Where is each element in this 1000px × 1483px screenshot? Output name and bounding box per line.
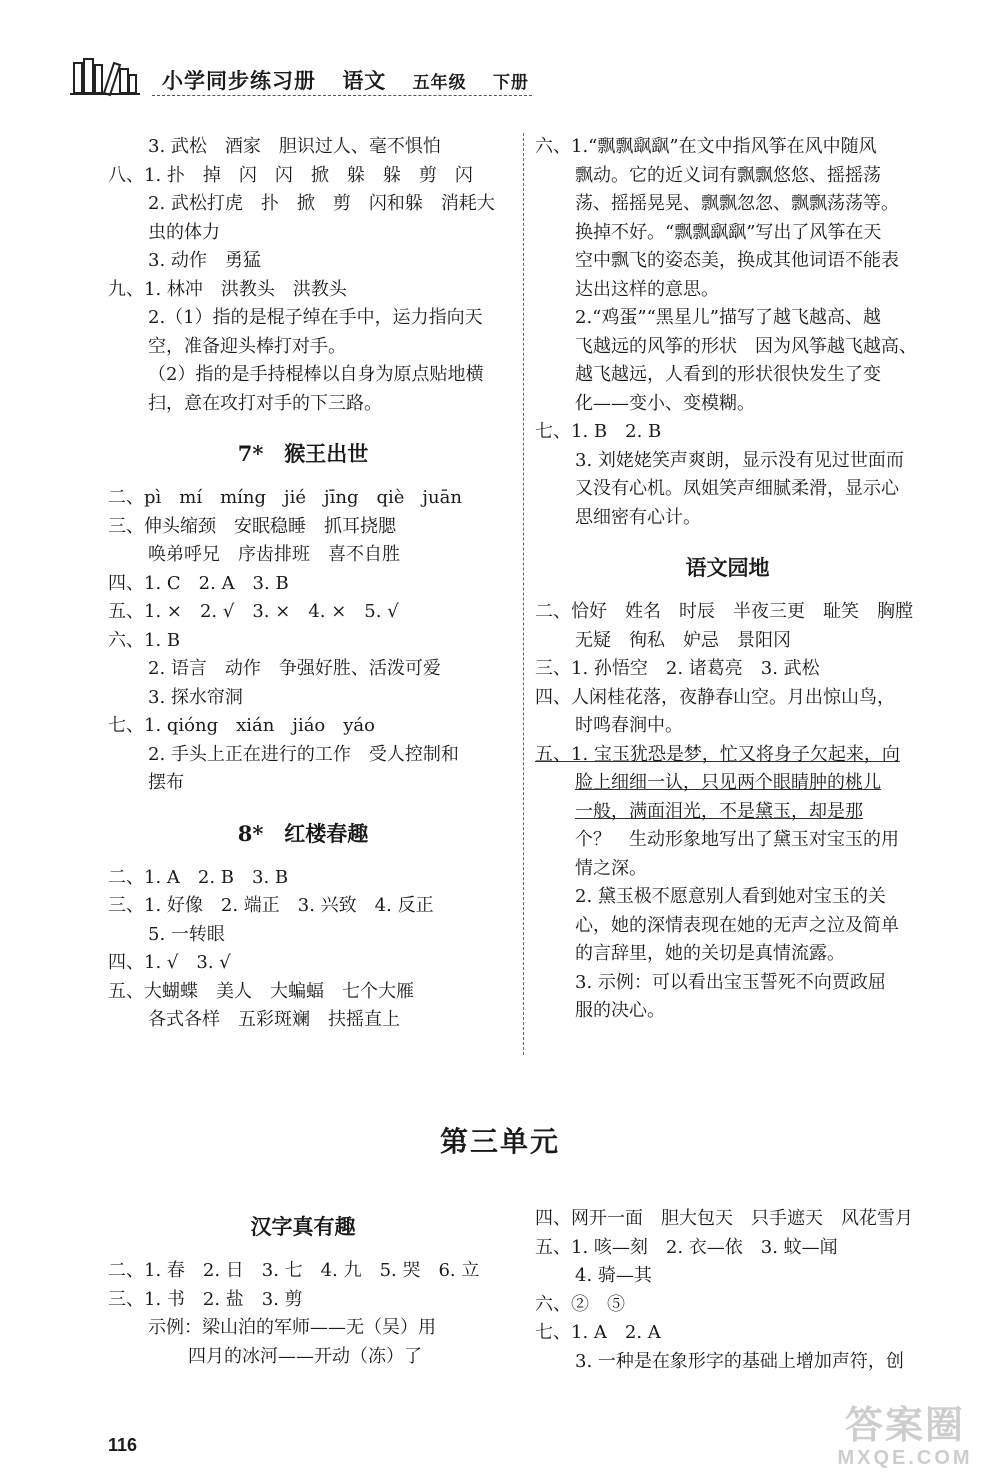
grade-label: 五年级 <box>412 73 467 93</box>
answer-line: 2. 黛玉极不愿意别人看到她对宝玉的关 <box>575 886 886 907</box>
answer-line: 三、1. 孙悟空 2. 诸葛亮 3. 武松 <box>535 658 820 679</box>
answer-line: 3. 刘姥姥笑声爽朗，显示没有见过世面而 <box>575 449 904 471</box>
answer-line: 2. 语言 动作 争强好胜、活泼可爱 <box>148 658 441 679</box>
bottom-right-column <box>535 1205 920 1376</box>
answer-line: 六、1. B <box>108 629 181 651</box>
answer-line: 5. 一转眼 <box>148 923 225 945</box>
answer-line: 四月的冰河——开动（冻）了 <box>188 1345 422 1367</box>
left-column <box>108 133 498 1035</box>
answer-line: 换掉不好。“飘飘飖飖”写出了风筝在天 <box>575 221 882 243</box>
answer-line: 示例：梁山泊的军师——无（吴）用 <box>148 1317 436 1338</box>
answer-line: 心，她的深情表现在她的无声之泣及简单 <box>575 914 899 936</box>
answer-line: 飞越远的风筝的形状 因为风筝越飞越高、 <box>575 335 917 357</box>
answer-line: 3. 武松 酒家 胆识过人、毫不惧怕 <box>148 136 441 157</box>
answer-line: 时鸣春涧中。 <box>575 715 683 736</box>
answer-line: 四、人闲桂花落，夜静春山空。月出惊山鸟， <box>535 686 895 708</box>
answer-line: 唤弟呼兄 序齿排班 喜不自胜 <box>148 544 400 565</box>
book-title <box>162 65 547 95</box>
answer-line: 二、恰好 姓名 时辰 半夜三更 耻笑 胸膛 <box>535 601 913 622</box>
watermark <box>820 1405 990 1475</box>
answer-line: 二、1. 春 2. 日 3. 七 4. 九 5. 哭 6. 立 <box>108 1260 480 1281</box>
answer-line: 2. 武松打虎 扑 掀 剪 闪和躲 消耗大 <box>148 193 495 214</box>
answer-line: 四、1. C 2. A 3. B <box>108 572 289 594</box>
answer-line: 空，准备迎头棒打对手。 <box>148 335 346 357</box>
right-column <box>535 133 920 1026</box>
page-header <box>70 55 930 105</box>
answer-line: 服的决心。 <box>575 1000 665 1021</box>
answer-line: 五、大蝴蝶 美人 大蝙蝠 七个大雁 <box>108 980 414 1002</box>
answer-line: 四、网开一面 胆大包天 只手遮天 风花雪月 <box>535 1208 913 1229</box>
answer-line-underlined: 一般，满面泪光，不是黛玉，却是那 <box>575 800 863 822</box>
answer-line: 八、1. 扑 掉 闪 闪 掀 躲 躲 剪 闪 <box>108 164 473 186</box>
answer-line: 3. 动作 勇猛 <box>148 250 261 271</box>
answer-line: 摆布 <box>148 772 184 793</box>
volume-label: 下册 <box>492 73 529 93</box>
series-name: 小学同步练习册 <box>162 68 316 93</box>
answer-line: 2.（1）指的是棍子绰在手中，运力指向天 <box>148 307 483 328</box>
answer-line: 二、1. A 2. B 3. B <box>108 866 289 888</box>
answer-line: 又没有心机。凤姐笑声细腻柔滑，显示心 <box>575 478 899 499</box>
answer-line: 各式各样 五彩斑斓 扶摇直上 <box>148 1009 400 1030</box>
answer-line: 3. 一种是在象形字的基础上增加声符，创 <box>575 1350 904 1372</box>
answer-line: 无疑 徇私 妒忌 景阳冈 <box>575 629 791 651</box>
subject-name: 语文 <box>342 68 387 93</box>
answer-line: 七、1. qióng xián jiáo yáo <box>108 715 376 736</box>
section-title-7: 7* 猴王出世 <box>237 441 369 466</box>
answer-line: 3. 探水帘洞 <box>148 686 243 708</box>
answer-line: 三、1. 好像 2. 端正 3. 兴致 4. 反正 <box>108 895 434 916</box>
answer-line-underlined: 五、1. 宝玉犹恐是梦，忙又将身子欠起来，向 <box>535 743 900 765</box>
answer-line: 2.“鸡蛋”“黑星儿”描写了越飞越高、越 <box>575 307 881 328</box>
section-title-yuwen-yuandi: 语文园地 <box>685 555 770 580</box>
answer-line: 化——变小、变模糊。 <box>575 392 755 414</box>
answer-line: 思细密有心计。 <box>575 506 701 528</box>
answer-line: 越飞越远，人看到的形状很快发生了变 <box>575 364 881 385</box>
answer-line: 4. 骑—其 <box>575 1265 652 1286</box>
answer-line: （2）指的是手持棍棒以自身为原点贴地横 <box>148 364 484 385</box>
answer-line-underlined: 脸上细细一认，只见两个眼睛肿的桃儿 <box>575 772 881 793</box>
answer-line: 空中飘飞的姿态美，换成其他词语不能表 <box>575 250 899 271</box>
answer-line: 三、1. 书 2. 盐 3. 剪 <box>108 1288 303 1310</box>
watermark-en: MXQE.COM <box>837 1447 973 1469</box>
answer-line: 六、1.“飘飘飖飖”在文中指风筝在风中随风 <box>535 136 877 157</box>
answer-line: 的言辞里，她的关切是真情流露。 <box>575 943 845 964</box>
answer-line: 七、1. B 2. B <box>535 421 662 442</box>
answer-line: 四、1. √ 3. √ <box>108 952 231 973</box>
watermark-cn: 答案圈 <box>844 1405 965 1447</box>
answer-line: 3. 示例：可以看出宝玉誓死不向贾政屈 <box>575 971 886 993</box>
answer-line: 达出这样的意思。 <box>575 278 719 300</box>
header-rule <box>152 95 532 96</box>
page-number: 116 <box>108 1435 138 1455</box>
answer-line: 个？ 生动形象地写出了黛玉对宝玉的用 <box>575 829 899 850</box>
answer-line: 荡、摇摇晃晃、飘飘忽忽、飘飘荡荡等。 <box>575 193 899 214</box>
answer-line: 情之深。 <box>575 857 647 879</box>
answer-line: 三、伸头缩颈 安眠稳睡 抓耳挠腮 <box>108 515 396 537</box>
answer-line: 扫，意在攻打对手的下三路。 <box>148 392 382 414</box>
answer-line: 六、② ⑤ <box>535 1293 625 1315</box>
unit-title: 第三单元 <box>439 1125 560 1158</box>
answer-line: 五、1. × 2. √ 3. × 4. × 5. √ <box>108 601 399 622</box>
section-title-8: 8* 红楼春趣 <box>237 820 369 846</box>
books-icon <box>70 55 140 97</box>
column-divider <box>523 133 524 1055</box>
answer-line: 七、1. A 2. A <box>535 1322 661 1343</box>
answer-line: 九、1. 林冲 洪教头 洪教头 <box>108 278 347 300</box>
answer-line: 2. 手头上正在进行的工作 受人控制和 <box>148 743 459 765</box>
bottom-left-column <box>108 1205 498 1371</box>
answer-line: 五、1. 咳—刻 2. 衣—依 3. 蚊—闻 <box>535 1236 838 1258</box>
answer-line: 二、pì mí míng jié jīng qiè juān <box>108 487 462 508</box>
answer-line: 虫的体力 <box>148 221 220 243</box>
answer-line: 飘动。它的近义词有飘飘悠悠、摇摇荡 <box>575 164 881 186</box>
section-title-hanzi: 汉字真有趣 <box>250 1214 356 1239</box>
